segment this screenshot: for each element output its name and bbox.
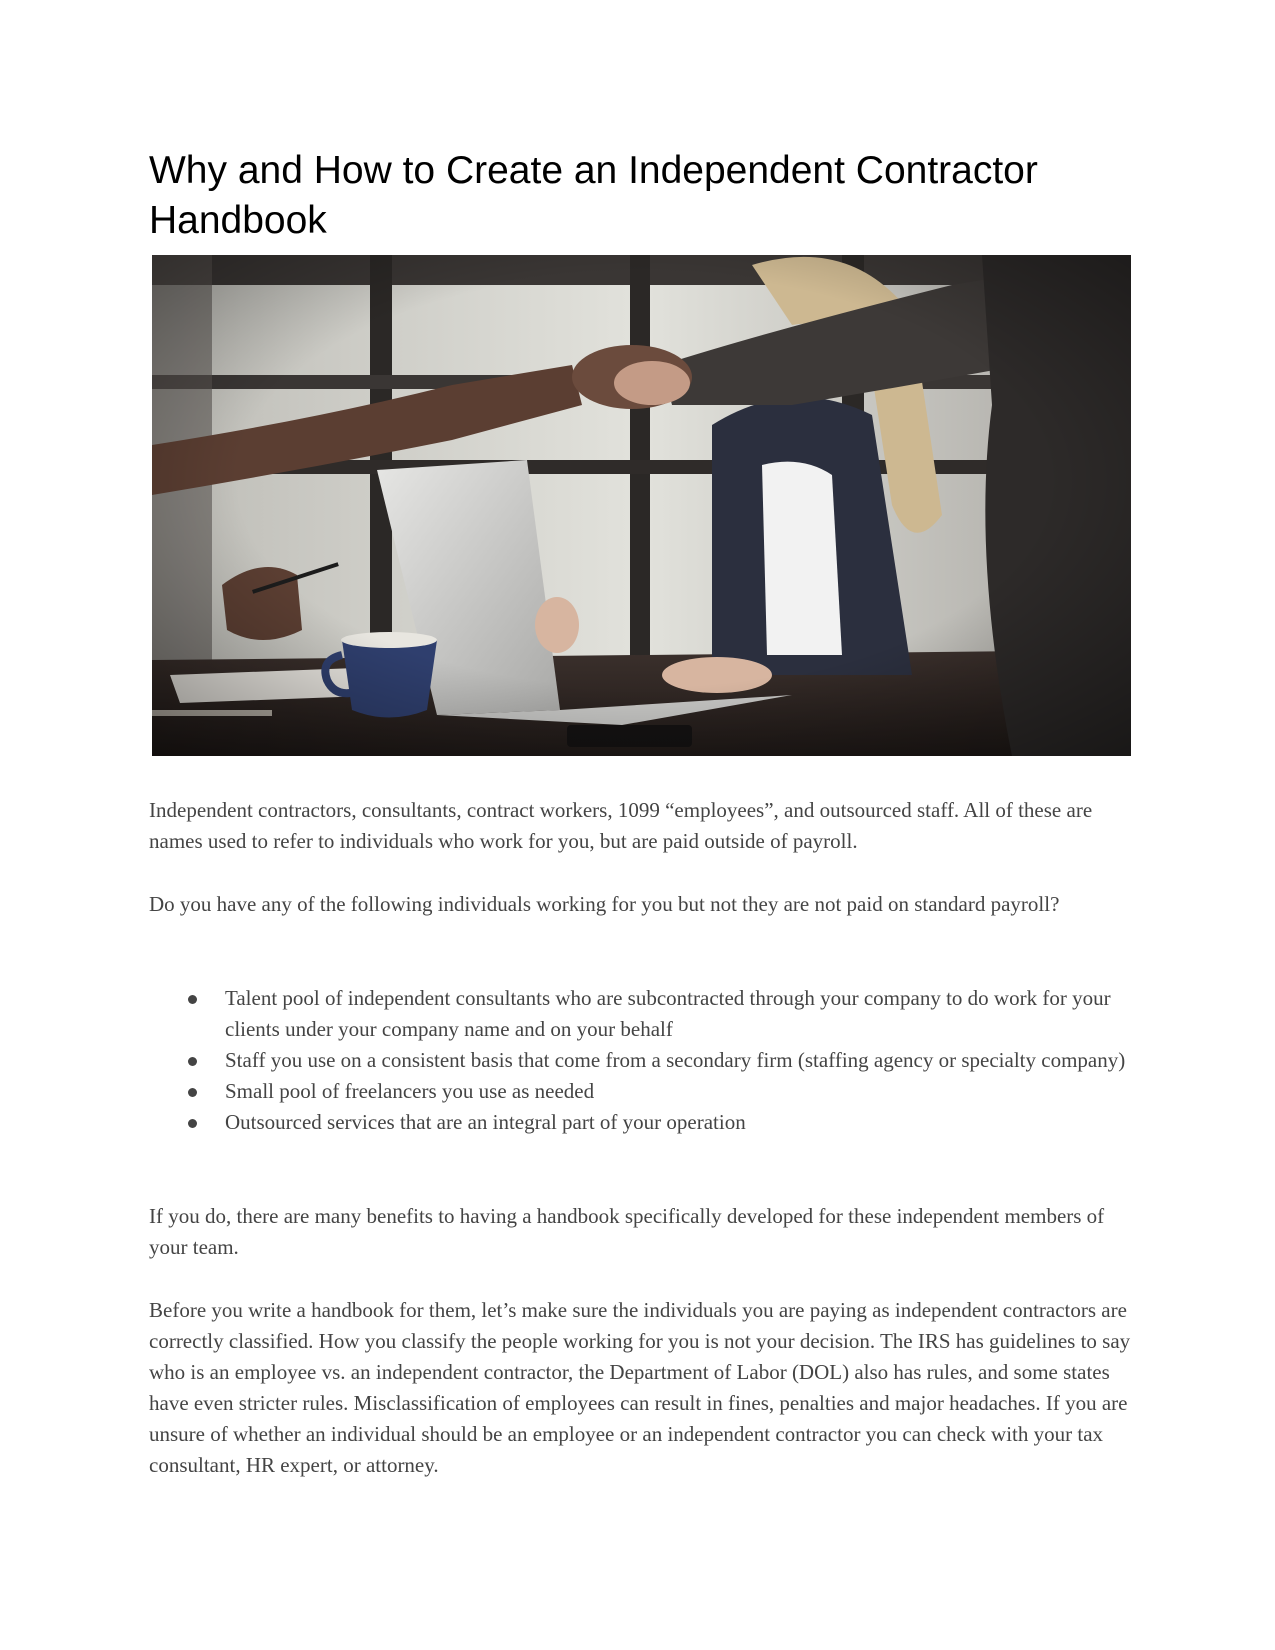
bullet-icon — [188, 1057, 197, 1066]
bullet-list — [149, 983, 1134, 1138]
paragraph-intro: Independent contractors, consultants, contract workers, 1099 “employees”, and outsourced staff. All of these are names used to refer to individuals who work for you, but are paid outside of payroll. — [149, 798, 1093, 853]
list-item — [149, 983, 1134, 1045]
hero-image — [152, 255, 1131, 756]
bullet-icon — [188, 995, 197, 1004]
paragraph-question: Do you have any of the following individuals working for you but not they are not paid on standard payroll? — [149, 892, 1060, 916]
list-item-text: Staff you use on a consistent basis that come from a secondary firm (staffing agency or specialty company) — [225, 1048, 1126, 1072]
bullet-icon — [188, 1088, 197, 1097]
list-item — [149, 1076, 1134, 1107]
handshake-photo-icon — [152, 255, 1131, 756]
list-item-text: Small pool of freelancers you use as needed — [225, 1079, 595, 1103]
page-title: Why and How to Create an Independent Contractor Handbook — [149, 149, 1038, 242]
paragraph-classification: Before you write a handbook for them, let’s make sure the individuals you are paying as independent contractors are correctly classified. How you classify the people working for you is not your decision. The IRS has guidelines to say who is an employee vs. an independent contractor, the Department of Labor (DOL) also has rules, and some states have even stricter rules. Misclassification of employees can result in fines, penalties and major headaches. If you are unsure of whether an individual should be an employee or an independent contractor you can check with your tax consultant, HR expert, or attorney. — [149, 1298, 1131, 1477]
paragraph-benefits: If you do, there are many benefits to having a handbook specifically developed for these independent members of your team. — [149, 1204, 1105, 1259]
list-item-text: Talent pool of independent consultants who are subcontracted through your company to do work for your clients under your company name and on your behalf — [225, 986, 1111, 1041]
list-item-text: Outsourced services that are an integral part of your operation — [225, 1110, 746, 1134]
list-item — [149, 1045, 1134, 1076]
list-item — [149, 1107, 1134, 1138]
bullet-icon — [188, 1119, 197, 1128]
